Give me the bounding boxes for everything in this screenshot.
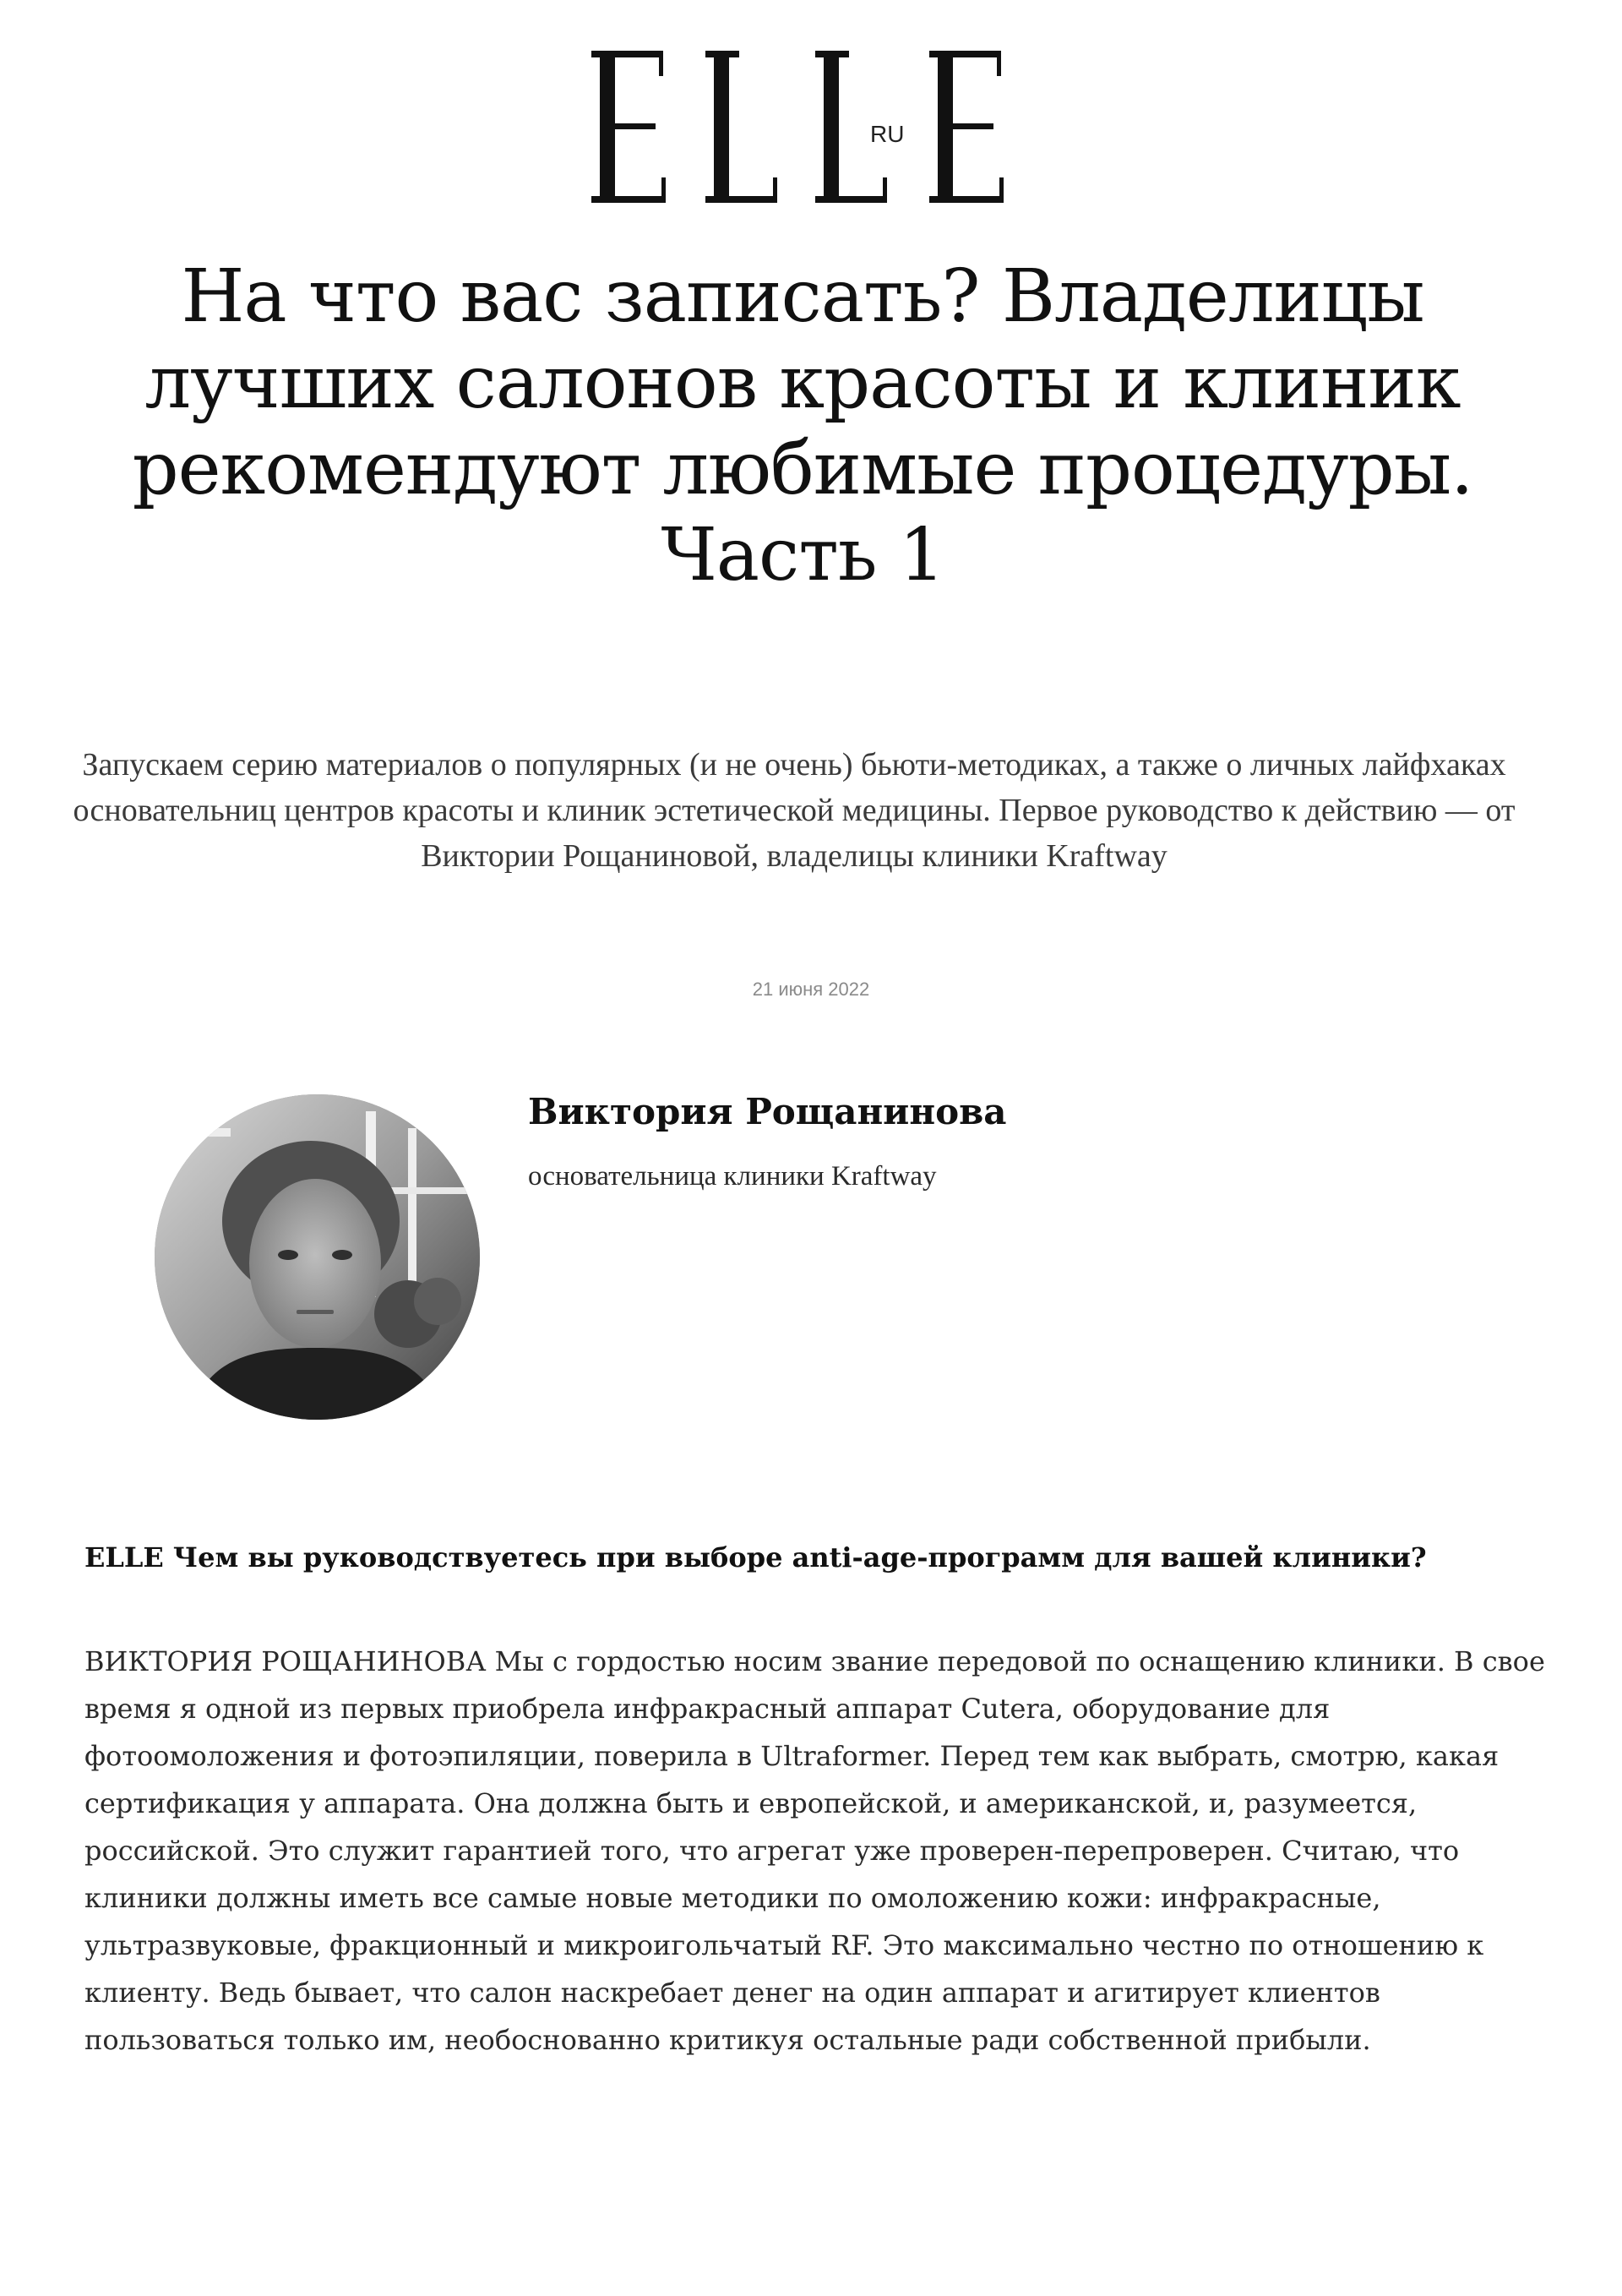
- article-lead: Запускаем серию материалов о популярных (и не очень) бьюти-методиках, а также о личных лайфхаках основательниц центров красоты и клиник эстетической медицины. Первое руководство к действию — от Виктории Рощаниновой, владелицы клиники Kraftway: [73, 747, 1516, 874]
- expert-name: Виктория Рощанинова: [528, 1091, 1007, 1132]
- interview-answer: ВИКТОРИЯ РОЩАНИНОВА Мы с гордостью носим звание передовой по оснащению клиники. В свое время я одной из первых приобрела инфракрасный аппарат Cutera, оборудование для фотоомоложения и фотоэпиляции, поверила в Ultraformer. Перед тем как выбрать, смотрю, какая сертификация у аппарата. Она должна быть и европейской, и американской, и, разумеется, российской. Это служит гарантией того, что агрегат уже проверен-перепроверен. Считаю, что клиники должны иметь все самые новые методики по омоложению кожи: инфракрасные, ультразвуковые, фракционный и микроигольчатый RF. Это максимально честно по отношению к клиенту. Ведь бывает, что салон наскребает денег на один аппарат и агитирует клиентов пользоваться только им, необоснованно критикуя остальные ради собственной прибыли.: [84, 1645, 1545, 2056]
- svg-text:RU: RU: [870, 121, 905, 147]
- elle-logo[interactable]: [0, 25, 1622, 228]
- elle-logo-mark: [591, 25, 1031, 228]
- expert-avatar: [155, 1094, 480, 1420]
- expert-role: основательница клиники Kraftway: [528, 1161, 937, 1192]
- portrait-photo-icon: [155, 1094, 480, 1420]
- article-title: На что вас записать? Владелицы лучших салонов красоты и клиник рекомендуют любимые процедуры. Часть 1: [132, 254, 1473, 597]
- interview-question: ELLE Чем вы руководствуетесь при выборе anti-age-программ для вашей клиники?: [84, 1541, 1427, 1573]
- publish-date: 21 июня 2022: [752, 979, 870, 1000]
